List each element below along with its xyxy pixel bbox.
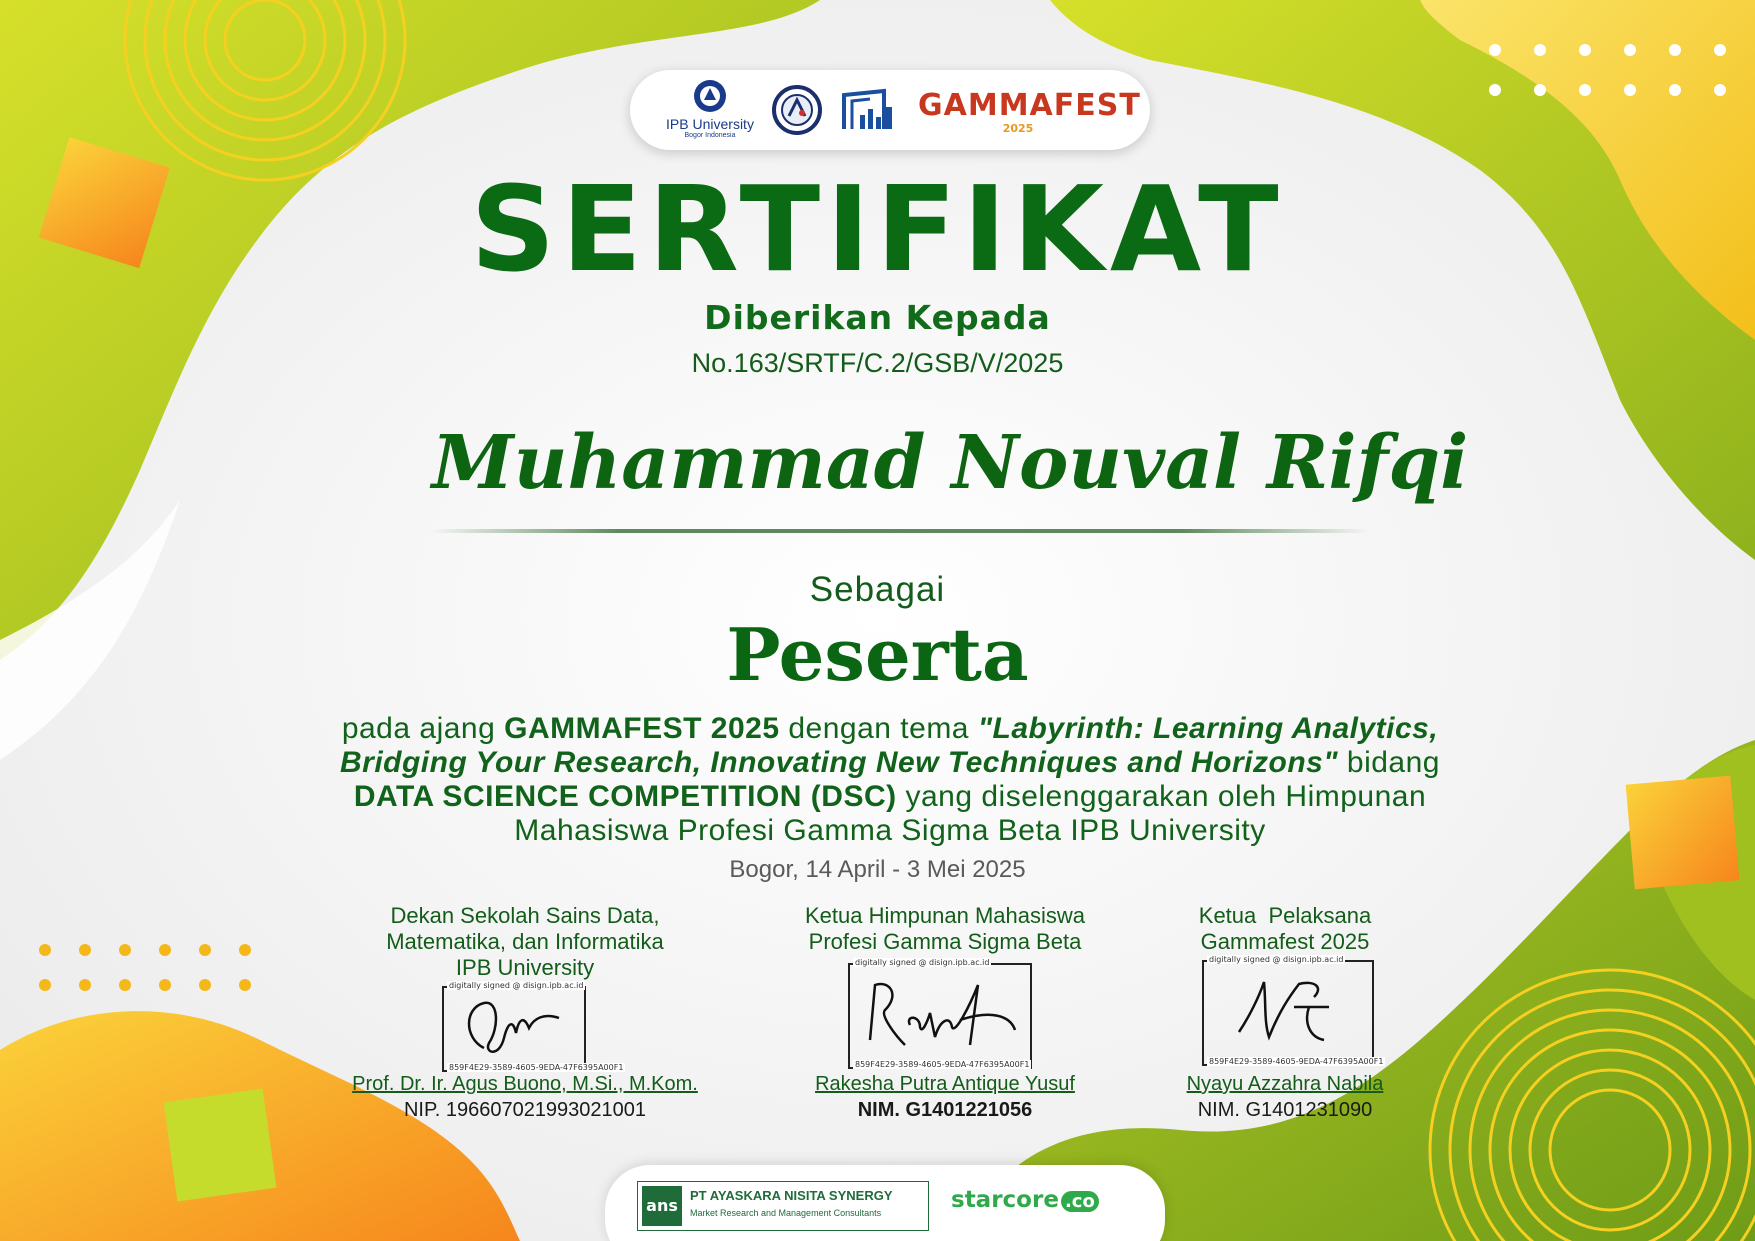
signatory-id: NIM. G1401221056 (857, 1099, 1033, 1121)
digital-signature-stamp (442, 986, 586, 1072)
signatory-name: Rakesha Putra Antique Yusuf (815, 1073, 1075, 1095)
participant-role: Peserta (726, 612, 1029, 697)
desc-theme: "Labyrinth: Learning Analytics, Bridging Your Research, Innovating New Techniques and Horizons" (339, 712, 1439, 779)
ayaskara-logo (637, 1181, 929, 1231)
ans-company-name: PT AYASKARA NISITA SYNERGY (690, 1188, 893, 1203)
hmp-gamma-sigma-beta-logo-icon (772, 85, 822, 135)
signatory-name: Prof. Dr. Ir. Agus Buono, M.Si., M.Kom. (352, 1073, 698, 1095)
stamp-header-text: digitally signed @ disign.ipb.ac.id (855, 958, 990, 967)
signatory-title-line-1: Ketua Pelaksana (1198, 903, 1372, 928)
header-logo-bar (630, 70, 1150, 150)
certificate-number: No.163/SRTF/C.2/GSB/V/2025 (691, 348, 1064, 378)
signatory-title-line-2: Matematika, dan Informatika (386, 929, 664, 954)
stamp-footer-text: 859F4E29-3589-4605-9EDA-47F6395A00F1 (1209, 1057, 1384, 1066)
signatory-title-line-1: Dekan Sekolah Sains Data, (390, 903, 660, 928)
signatory-name: Nyayu Azzahra Nabila (1186, 1073, 1384, 1095)
certificate-title: SERTIFIKAT (470, 160, 1285, 298)
gammafest-year: 2025 (1002, 122, 1034, 135)
gammafest-wordmark: GAMMAFEST (918, 88, 1141, 123)
ipb-logo (665, 78, 755, 142)
stamp-header-text: digitally signed @ disign.ipb.ac.id (449, 981, 584, 990)
starcore-logo (951, 1187, 1131, 1223)
stamp-header-text: digitally signed @ disign.ipb.ac.id (1209, 955, 1344, 964)
stamp-footer-text: 859F4E29-3589-4605-9EDA-47F6395A00F1 (855, 1060, 1030, 1069)
desc-field: DATA SCIENCE COMPETITION (DSC) (353, 780, 897, 813)
signatory-id: NIP. 196607021993021001 (403, 1099, 647, 1121)
desc-text-2: dengan tema (779, 712, 978, 745)
digital-signature-stamp (1202, 960, 1374, 1066)
ipb-emblem-icon (692, 78, 728, 114)
ans-tagline: Market Research and Management Consultants (690, 1208, 882, 1218)
desc-event: GAMMAFEST 2025 (504, 712, 780, 745)
desc-text-3: bidang (1338, 746, 1440, 779)
desc-text-4: yang diselenggarakan oleh Himpunan Mahasiswa Profesi Gamma Sigma Beta IPB University (514, 780, 1427, 847)
signatory-hmp-chair (745, 903, 1145, 1123)
sponsor-logo-bar (605, 1165, 1165, 1241)
starcore-wordmark: starcore (951, 1187, 1059, 1213)
ipb-sublabel: Bogor Indonesia (684, 132, 736, 139)
desc-text-1: pada ajang (341, 712, 505, 745)
signatory-dean (320, 903, 730, 1123)
stamp-footer-text: 859F4E29-3589-4605-9EDA-47F6395A00F1 (449, 1063, 624, 1072)
place-and-date: Bogor, 14 April - 3 Mei 2025 (729, 856, 1026, 883)
lime-square-bottom-left (164, 1089, 277, 1202)
name-underline (430, 529, 1370, 533)
given-to-label: Diberikan Kepada (704, 298, 1051, 337)
as-label: Sebagai (809, 570, 946, 609)
ipb-label: IPB University (666, 116, 754, 132)
statistics-dept-logo-icon (840, 87, 896, 133)
signatory-title-line-3: IPB University (455, 955, 595, 980)
certificate-description (300, 712, 1480, 848)
recipient-name: Muhammad Nouval Rifqi (431, 420, 1469, 506)
signatory-id: NIM. G1401231090 (1197, 1099, 1373, 1121)
signatory-event-chair (1140, 903, 1430, 1123)
digital-signature-stamp (848, 963, 1032, 1069)
handwritten-signature (1204, 962, 1372, 1064)
gammafest-logo (918, 82, 1141, 138)
signatory-title-line-2: Profesi Gamma Sigma Beta (808, 929, 1082, 954)
signatory-title-line-1: Ketua Himpunan Mahasiswa (804, 903, 1086, 928)
signatory-title-line-2: Gammafest 2025 (1200, 929, 1370, 954)
handwritten-signature (850, 965, 1030, 1067)
ans-mark: ans (642, 1186, 682, 1226)
handwritten-signature (444, 988, 584, 1070)
starcore-suffix: .co (1061, 1191, 1099, 1212)
